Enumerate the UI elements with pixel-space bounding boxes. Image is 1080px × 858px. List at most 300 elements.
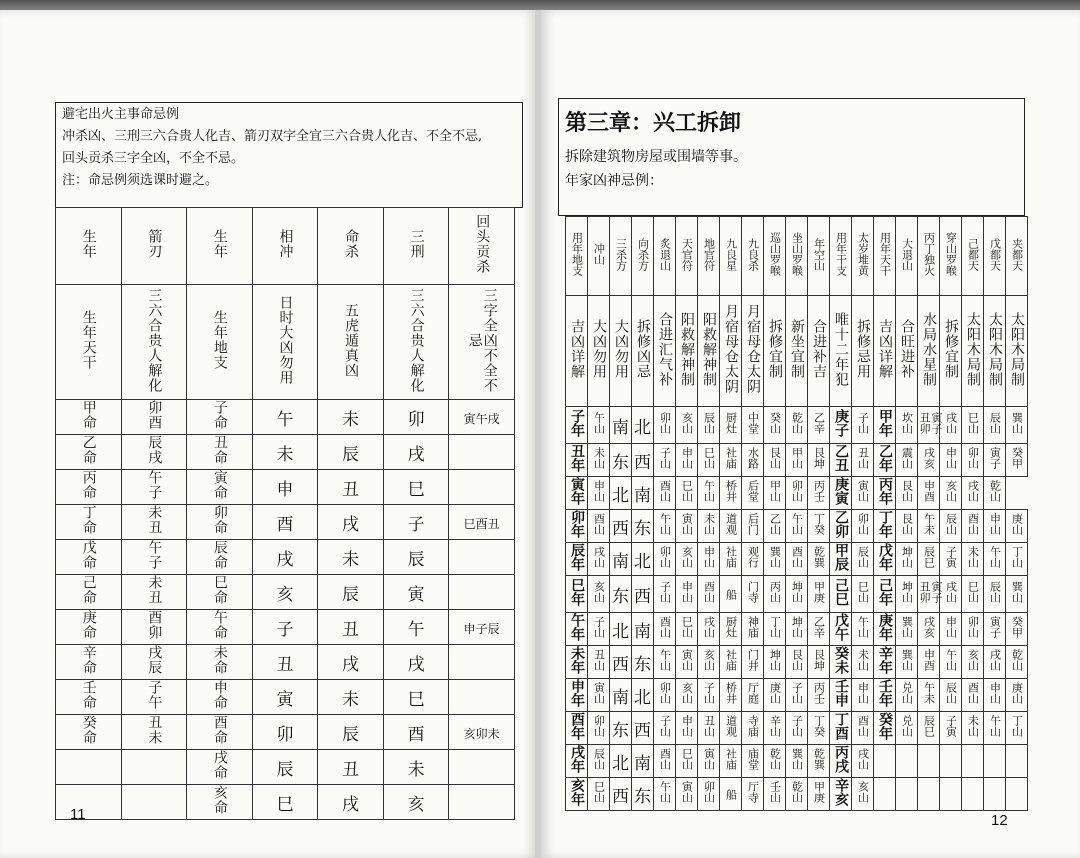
table-cell <box>252 285 318 400</box>
table-cell <box>56 285 122 400</box>
cell-text: 北 <box>634 551 651 572</box>
cell-text: 申山 <box>988 682 1002 704</box>
cell-text: 庙堂 <box>746 748 760 770</box>
cell-text: 戌 <box>342 514 360 535</box>
cell-text: 癸甲 <box>1010 616 1024 638</box>
table-cell <box>252 208 318 285</box>
table-cell <box>187 540 253 575</box>
table-cell <box>940 444 962 477</box>
table-cell <box>786 613 808 646</box>
table-cell <box>918 679 940 712</box>
cell-text: 寅山 <box>592 682 606 704</box>
table-cell <box>187 750 253 785</box>
table-cell <box>676 543 698 576</box>
cell-text: 午 <box>276 409 294 430</box>
table-cell <box>852 646 874 679</box>
table-cell <box>852 407 874 444</box>
table-cell <box>918 510 940 543</box>
table-cell <box>984 444 1006 477</box>
table-cell <box>56 645 122 680</box>
table-cell <box>252 540 318 575</box>
cell-text: 丑 <box>342 619 360 640</box>
table-cell <box>56 400 122 435</box>
table-cell <box>654 296 676 407</box>
cell-text: 庚山 <box>768 682 782 704</box>
cell-text: 巽山 <box>1010 412 1024 434</box>
cell-text: 壬山 <box>768 781 782 803</box>
table-cell <box>896 712 918 745</box>
cell-text: 丑山 <box>856 447 870 469</box>
table-cell <box>984 646 1006 679</box>
table-cell <box>121 208 187 285</box>
cell-text: 社庙 <box>724 447 738 469</box>
table-cell <box>449 575 515 610</box>
table-cell <box>720 444 742 477</box>
cell-text: 午命 <box>211 610 228 640</box>
cell-text: 卯山 <box>658 682 672 704</box>
table-cell <box>566 217 588 296</box>
cell-text: 门井 <box>746 649 760 671</box>
cell-text: 己命 <box>80 575 97 605</box>
cell-text: 巳山 <box>702 447 716 469</box>
cell-text: 申酉 <box>922 480 936 502</box>
left-page <box>0 10 537 858</box>
cell-text: 中堂 <box>746 412 760 434</box>
table-cell <box>918 576 943 613</box>
table-cell <box>918 712 940 745</box>
cell-text: 卯山 <box>856 513 870 535</box>
table-cell <box>449 750 515 785</box>
cell-text: 午年 <box>569 613 585 641</box>
cell-text: 未山 <box>592 447 606 469</box>
cell-text: 申山 <box>702 546 716 568</box>
cell-text: 未丑 <box>146 575 163 605</box>
cell-text: 亥山 <box>680 682 694 704</box>
table-cell <box>720 679 742 712</box>
cell-text: 丁酉 <box>833 712 849 740</box>
note-line-3: 回头贡杀三字全凶，不全不忌。 <box>62 151 245 166</box>
table-cell <box>742 296 764 407</box>
table-cell <box>764 712 786 745</box>
table-cell <box>1006 646 1028 679</box>
cell-text: 丁年 <box>877 510 893 538</box>
table-cell <box>764 407 786 444</box>
table-cell <box>896 217 918 296</box>
table-cell <box>940 217 962 296</box>
table-cell <box>874 444 896 477</box>
table-cell <box>121 645 187 680</box>
table-cell <box>632 510 654 543</box>
cell-text: 西 <box>634 452 651 473</box>
cell-text: 辰年 <box>569 543 585 571</box>
cell-text: 乾山 <box>790 412 804 434</box>
cell-text: 坤山 <box>900 546 914 568</box>
table-cell <box>830 613 852 646</box>
cell-text: 社庙 <box>724 748 738 770</box>
table-cell <box>566 543 588 576</box>
cell-text: 辰 <box>342 724 360 745</box>
cell-text: 吉凶详解 <box>877 319 893 379</box>
cell-text: 未山 <box>702 513 716 535</box>
table-cell <box>588 646 610 679</box>
cell-text: 日时大凶勿用 <box>277 295 294 385</box>
table-cell <box>610 712 632 745</box>
cell-text: 午山 <box>988 546 1002 568</box>
table-cell <box>984 712 1006 745</box>
table-cell <box>742 745 764 778</box>
table-cell <box>896 679 918 712</box>
cell-text: 戌年 <box>569 745 585 773</box>
cell-text: 子 <box>407 514 425 535</box>
table-cell <box>449 470 515 505</box>
table-cell <box>252 785 318 820</box>
cell-text: 丙壬 <box>812 682 826 704</box>
cell-text: 未 <box>342 689 360 710</box>
table-row <box>566 407 1028 444</box>
cell-text: 戌山 <box>944 412 958 434</box>
table-cell <box>830 477 852 510</box>
table-row <box>56 750 515 785</box>
cell-text: 酉山 <box>658 616 672 638</box>
table-cell <box>830 510 852 543</box>
cell-text: 社庙 <box>724 546 738 568</box>
cell-text: 丑命 <box>211 435 228 465</box>
table-cell <box>720 576 742 613</box>
cell-text: 东 <box>612 720 629 741</box>
table-cell <box>383 610 449 645</box>
table-row <box>566 543 1028 576</box>
cell-text: 子寅 <box>944 546 958 568</box>
table-cell <box>588 444 610 477</box>
table-cell <box>984 510 1006 543</box>
table-cell <box>984 217 1006 296</box>
table-cell <box>610 296 632 407</box>
table-cell <box>1006 613 1028 646</box>
cell-text: 大凶勿用 <box>613 319 629 379</box>
table-cell <box>252 750 318 785</box>
table-cell <box>588 510 610 543</box>
cell-text: 西 <box>634 720 651 741</box>
cell-text: 亥山 <box>944 480 958 502</box>
cell-text: 辰 <box>276 759 294 780</box>
cell-text: 乙命 <box>80 435 97 465</box>
cell-text: 戊都天 <box>988 237 1002 271</box>
cell-text: 申年 <box>569 679 585 707</box>
cell-text: 阳救解神制 <box>679 311 695 387</box>
table-cell <box>698 510 720 543</box>
table-cell <box>808 510 830 543</box>
table-cell <box>566 745 588 778</box>
table-cell <box>449 505 515 540</box>
table-cell <box>610 477 632 510</box>
table-row <box>566 745 1028 778</box>
cell-text: 东 <box>634 518 651 539</box>
table-cell <box>962 712 984 745</box>
table-cell <box>676 778 698 811</box>
table-cell <box>383 470 449 505</box>
table-cell <box>676 510 698 543</box>
table-cell <box>588 576 610 613</box>
table-cell <box>852 778 874 811</box>
cell-text: 戌 <box>407 654 425 675</box>
table-cell <box>676 407 698 444</box>
cell-text: 丑 <box>276 654 294 675</box>
cell-text: 南 <box>634 621 651 642</box>
cell-text: 子山 <box>592 616 606 638</box>
cell-text: 唯十二年犯 <box>833 311 849 387</box>
table-cell <box>632 296 654 407</box>
cell-text: 卯山 <box>702 781 716 803</box>
table-cell <box>830 778 852 811</box>
cell-text: 甲庚 <box>812 781 826 803</box>
table-cell <box>318 645 384 680</box>
left-table <box>55 207 515 820</box>
cell-text: 九良杀 <box>746 237 760 271</box>
cell-text: 箭刃 <box>146 229 163 259</box>
table-cell <box>720 745 742 778</box>
cell-text: 卯酉 <box>146 400 163 430</box>
table-cell <box>588 778 610 811</box>
table-cell <box>874 576 896 613</box>
cell-text: 地官符 <box>702 237 716 271</box>
table-cell <box>383 208 449 285</box>
cell-text: 乙卯 <box>833 510 849 538</box>
table-cell <box>808 613 830 646</box>
table-cell <box>764 613 786 646</box>
cell-text: 酉 <box>276 514 294 535</box>
cell-text: 午未 <box>922 513 936 535</box>
cell-text: 坤山 <box>790 581 804 603</box>
table-cell <box>318 285 384 400</box>
cell-text: 道观 <box>724 715 738 737</box>
table-cell <box>786 712 808 745</box>
table-cell <box>786 217 808 296</box>
cell-text: 酉山 <box>966 513 980 535</box>
table-cell <box>1006 712 1028 745</box>
cell-text: 后门 <box>746 513 760 535</box>
cell-text: 卯 <box>276 724 294 745</box>
cell-text: 西 <box>612 518 629 539</box>
cell-text: 子山 <box>790 682 804 704</box>
cell-text: 辰山 <box>592 748 606 770</box>
table-cell <box>566 679 588 712</box>
table-cell <box>962 778 984 811</box>
cell-text: 大凶勿用 <box>591 319 607 379</box>
table-cell <box>318 610 384 645</box>
cell-text: 拆修凶忌 <box>635 319 651 379</box>
cell-text: 戌山 <box>856 748 870 770</box>
table-cell <box>698 296 720 407</box>
table-cell <box>383 680 449 715</box>
table-cell <box>786 477 808 510</box>
table-cell <box>962 296 984 407</box>
page-number: 11 <box>70 806 86 823</box>
table-cell <box>918 778 940 811</box>
cell-text: 辰山 <box>988 412 1002 434</box>
table-cell <box>187 470 253 505</box>
cell-text: 午山 <box>658 781 672 803</box>
table-cell <box>698 477 720 510</box>
table-cell <box>742 679 764 712</box>
cell-text: 巳山 <box>680 748 694 770</box>
cell-text: 用年地支 <box>570 232 584 276</box>
table-cell <box>318 208 384 285</box>
table-cell <box>1006 296 1028 407</box>
cell-text: 三六合贵人解化 <box>146 287 163 393</box>
table-cell <box>121 435 187 470</box>
table-row <box>566 712 1028 745</box>
cell-text: 戌山 <box>702 616 716 638</box>
table-cell <box>566 576 588 613</box>
cell-text: 甲山 <box>790 447 804 469</box>
table-cell <box>786 296 808 407</box>
section-title: 年家凶神忌例： <box>565 173 663 189</box>
table-cell <box>654 646 676 679</box>
cell-text: 丑年 <box>569 444 585 472</box>
cell-text: 北 <box>612 621 629 642</box>
table-cell <box>830 745 852 778</box>
cell-text: 子山 <box>658 447 672 469</box>
table-cell <box>566 510 588 543</box>
cell-text: 神庙 <box>746 616 760 638</box>
cell-text: 北 <box>634 417 651 438</box>
cell-text: 卯山 <box>658 546 672 568</box>
table-cell <box>742 543 764 576</box>
cell-text: 酉山 <box>966 682 980 704</box>
table-cell <box>720 407 742 444</box>
table-cell <box>56 680 122 715</box>
cell-text: 南 <box>612 417 629 438</box>
cell-text: 太阳木局制 <box>987 311 1003 387</box>
cell-text: 亥 <box>407 794 425 815</box>
cell-text: 酉 <box>407 724 425 745</box>
table-cell <box>56 785 122 820</box>
cell-text: 丙命 <box>80 470 97 500</box>
cell-text: 子山 <box>658 715 672 737</box>
table-cell <box>588 407 610 444</box>
table-cell <box>449 785 515 820</box>
table-cell <box>318 750 384 785</box>
table-cell <box>808 217 830 296</box>
cell-text: 戌亥 <box>922 447 936 469</box>
table-cell <box>121 400 187 435</box>
cell-text: 门寺 <box>746 581 760 603</box>
table-cell <box>632 576 654 613</box>
table-cell <box>654 778 676 811</box>
table-cell <box>698 217 720 296</box>
table-row <box>566 613 1028 646</box>
table-cell <box>676 646 698 679</box>
table-cell <box>852 217 874 296</box>
cell-text: 五虎遁真凶 <box>343 302 360 378</box>
cell-text: 巳山 <box>680 480 694 502</box>
table-cell <box>874 510 896 543</box>
table-cell <box>449 645 515 680</box>
cell-text: 艮坤 <box>812 447 826 469</box>
cell-text: 丙丁独火 <box>922 232 936 276</box>
table-cell <box>918 613 940 646</box>
cell-text: 寅山 <box>680 781 694 803</box>
table-cell <box>610 407 632 444</box>
cell-text: 未山 <box>966 715 980 737</box>
cell-text: 戌山 <box>944 581 958 603</box>
table-cell <box>786 646 808 679</box>
table-cell <box>808 296 830 407</box>
table-cell <box>830 712 852 745</box>
cell-text: 艮坤 <box>812 649 826 671</box>
table-cell <box>1006 576 1028 613</box>
cell-text: 寅子丑卯 <box>918 412 943 434</box>
table-cell <box>318 400 384 435</box>
cell-text: 天官符 <box>680 237 694 271</box>
cell-text: 申 <box>276 479 294 500</box>
cell-text: 丙年 <box>877 477 893 505</box>
table-cell <box>56 505 122 540</box>
table-cell <box>56 208 122 285</box>
header-row <box>566 217 1028 296</box>
table-cell <box>808 745 830 778</box>
table-cell <box>632 778 654 811</box>
cell-text: 乾山 <box>1010 649 1024 671</box>
table-cell <box>383 750 449 785</box>
cell-text: 申酉 <box>922 649 936 671</box>
cell-text: 亥山 <box>966 649 980 671</box>
table-row <box>566 510 1028 543</box>
table-cell <box>121 575 187 610</box>
cell-text: 辰戌 <box>146 435 163 465</box>
table-cell <box>1006 679 1028 712</box>
cell-text: 戌 <box>407 444 425 465</box>
table-cell <box>449 435 515 470</box>
cell-text: 南 <box>634 753 651 774</box>
table-cell <box>654 679 676 712</box>
chapter-title: 第三章：兴工拆卸 <box>565 111 742 136</box>
cell-text: 酉山 <box>658 480 672 502</box>
cell-text: 丙山 <box>768 581 782 603</box>
table-cell <box>632 613 654 646</box>
cell-text: 丁癸 <box>812 715 826 737</box>
subtitle: 拆除建筑物房屋或围墙等事。 <box>565 149 747 165</box>
cell-text: 戊午 <box>833 613 849 641</box>
table-cell <box>786 444 808 477</box>
table-cell <box>808 679 830 712</box>
cell-text: 戌山 <box>966 480 980 502</box>
table-cell <box>383 575 449 610</box>
cell-text: 后堂 <box>746 480 760 502</box>
cell-text: 辰山 <box>702 412 716 434</box>
cell-text: 艮山 <box>768 447 782 469</box>
table-cell <box>918 296 940 407</box>
cell-text: 亥山 <box>680 412 694 434</box>
cell-text: 乾山 <box>790 781 804 803</box>
table-cell <box>786 778 808 811</box>
cell-text: 午 <box>407 619 425 640</box>
cell-text: 卯命 <box>211 505 228 535</box>
table-cell <box>720 217 742 296</box>
cell-text: 辛山 <box>768 715 782 737</box>
cell-text: 厨灶 <box>724 616 738 638</box>
table-row <box>56 610 515 645</box>
table-cell <box>654 613 676 646</box>
cell-text: 戌 <box>342 654 360 675</box>
table-cell <box>632 477 654 510</box>
cell-text: 吉凶详解 <box>569 319 585 379</box>
cell-text: 南 <box>612 687 629 708</box>
table-cell <box>852 576 874 613</box>
cell-text: 酉山 <box>592 513 606 535</box>
table-cell <box>566 444 588 477</box>
cell-text: 申山 <box>988 513 1002 535</box>
